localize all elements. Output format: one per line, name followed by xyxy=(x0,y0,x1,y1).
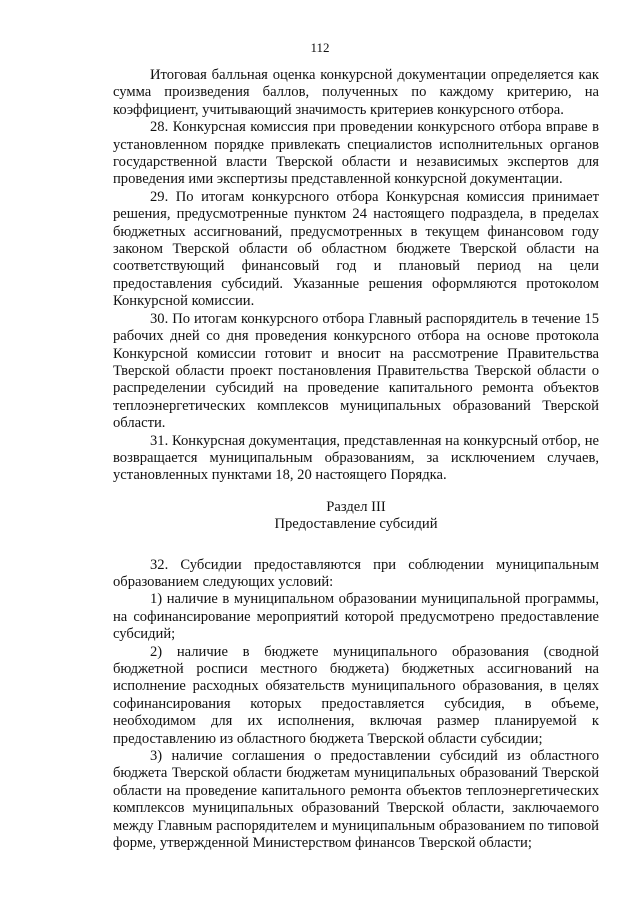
condition-3: 3) наличие соглашения о предоставлении субсидий из областного бюджета Тверской области бюджетам муниципальных образований Тверской области на проведение капитального ремонта объектов теплоэнергетических комплексов муниципальных образований Тверской области, заключаемого между Главным распорядителем и муниципальным образованием по типовой форме, утвержденной Министерством финансов Тверской области; xyxy=(113,748,599,852)
page-number: 112 xyxy=(310,40,330,55)
paragraph-30: 30. По итогам конкурсного отбора Главный распорядитель в течение 15 рабочих дней со дня проведения конкурсного отбора на основе протокола Конкурсной комиссии готовит и вносит на рассмотрение Правительства Тверской области проект постановления Правительства Тверской области о распределении субсидий на проведение капитального ремонта объектов теплоэнергетических комплексов муниципальных образований Тверской области. xyxy=(113,310,599,432)
paragraph-29: 29. По итогам конкурсного отбора Конкурсная комиссия принимает решения, предусмотренные пунктом 24 настоящего подраздела, в пределах бюджетных ассигнований, предусмотренных в текущем финансовом году законом Тверской области об областном бюджете Тверской области на соответствующий финансовый год и плановый период на цели предоставления субсидий. Указанные решения оформляются протоколом Конкурсной комиссии. xyxy=(113,188,599,310)
section-heading xyxy=(113,499,599,534)
paragraph-total-score: Итоговая балльная оценка конкурсной документации определяется как сумма произведения баллов, полученных по каждому критерию, на коэффициент, учитывающий значимость критериев конкурсного отбора. xyxy=(113,67,599,118)
section-label: Раздел III xyxy=(326,498,386,515)
section-title: Предоставление субсидий xyxy=(274,516,438,533)
condition-1: 1) наличие в муниципальном образовании муниципальной программы, на софинансирование мероприятий которой предусмотрено предоставление субсидий; xyxy=(113,591,599,643)
paragraph-28: 28. Конкурсная комиссия при проведении конкурсного отбора вправе в установленном порядке привлекать специалистов исполнительных органов государственной власти Тверской области и независимых экспертов для проведения ими экспертизы представленной конкурсной документации. xyxy=(113,119,599,188)
paragraph-32: 32. Субсидии предоставляются при соблюдении муниципальным образованием следующих условий: xyxy=(113,556,599,590)
document-body xyxy=(113,67,599,852)
paragraph-31: 31. Конкурсная документация, представленная на конкурсный отбор, не возвращается муниципальным образованиям, за исключением случаев, установленных пунктами 18, 20 настоящего Порядка. xyxy=(113,432,599,484)
condition-2: 2) наличие в бюджете муниципального образования (сводной бюджетной росписи местного бюджета) бюджетных ассигнований на исполнение расходных обязательств муниципального образования, в целях софинансирования которых предоставляется субсидия, в объеме, необходимом для их исполнения, включая размер планируемой к предоставлению из областного бюджета Тверской области субсидии; xyxy=(113,643,599,747)
